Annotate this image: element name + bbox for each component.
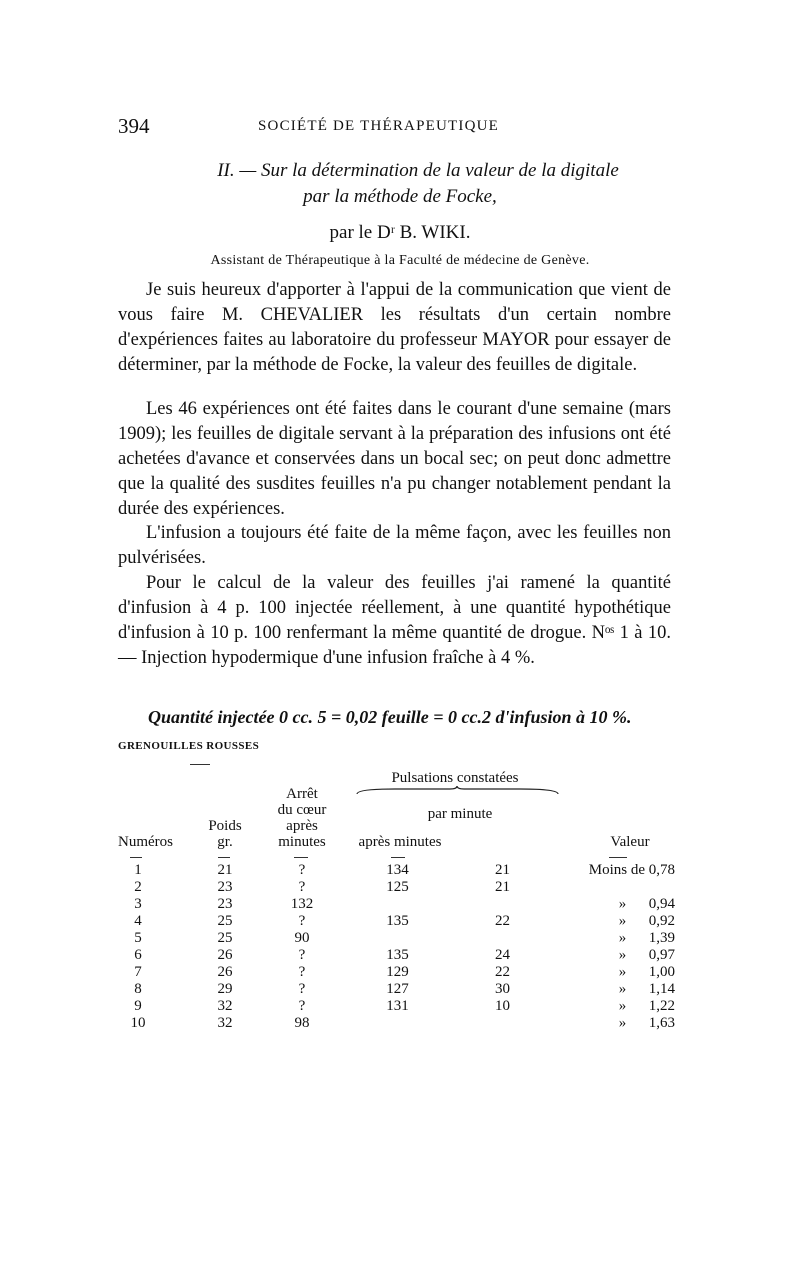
paragraph-2: Les 46 expériences ont été faites dans le courant d'une semaine (mars 1909); les feuilles de digitale servant à la préparation des infusions ont été achetées d'avance et conservées dans un bocal sec; on peut donc admettre que la qualité des susdites feuilles n'a pu changer notablement pendant la durée des expériences. xyxy=(118,399,671,519)
cell-valeur: » 1,14 xyxy=(618,981,675,997)
cell-numero: 9 xyxy=(134,998,142,1014)
cell-poids: 26 xyxy=(217,964,233,980)
cell-numero: 10 xyxy=(130,1015,146,1031)
cell-arret: ? xyxy=(298,998,306,1014)
cell-valeur: » 1,63 xyxy=(618,1015,675,1031)
cell-arret: 98 xyxy=(294,1015,310,1031)
dash-apres xyxy=(391,857,405,858)
header-arret-2: du cœur xyxy=(277,802,327,818)
cell-par-minute: 30 xyxy=(495,981,510,997)
cell-apres-minutes: 125 xyxy=(386,879,409,895)
paragraph-3: L'infusion a toujours été faite de la même façon, avec les feuilles non pulvérisées. xyxy=(118,523,671,568)
cell-par-minute: 22 xyxy=(495,913,510,929)
cell-poids: 32 xyxy=(217,998,233,1014)
cell-arret: ? xyxy=(298,947,306,963)
dash-valeur xyxy=(609,857,627,858)
header-poids: Poids xyxy=(208,818,242,834)
article-affiliation: Assistant de Thérapeutique à la Faculté de médecine de Genève. xyxy=(210,253,590,268)
cell-numero: 8 xyxy=(134,981,142,997)
cell-arret: 132 xyxy=(290,896,314,912)
cell-poids: 29 xyxy=(217,981,233,997)
section-rule xyxy=(190,764,210,765)
cell-valeur: » 1,39 xyxy=(618,930,675,946)
cell-poids: 23 xyxy=(217,879,233,895)
cell-numero: 6 xyxy=(134,947,142,963)
cell-valeur: » 1,00 xyxy=(618,964,675,980)
cell-arret: ? xyxy=(298,879,306,895)
cell-apres-minutes: 134 xyxy=(386,862,409,878)
cell-valeur: » 0,97 xyxy=(618,947,675,963)
cell-par-minute: 24 xyxy=(495,947,510,963)
header-arret-3: après xyxy=(286,818,318,834)
paragraph-4: Pour le calcul de la valeur des feuilles j'ai ramené la quantité d'infusion à 4 p. 100 injectée réellement, à une quantité hypothétique d'infusion à 10 p. 100 renfermant la même quantité de drogue. Nᵒˢ 1 à 10. — Injection hypodermique d'une infusion fraîche à 4 %. xyxy=(118,573,671,668)
dash-poids xyxy=(218,857,230,858)
cell-numero: 4 xyxy=(134,913,142,929)
cell-numero: 5 xyxy=(134,930,142,946)
cell-valeur: » 0,94 xyxy=(618,896,675,912)
cell-valeur: Moins de 0,78 xyxy=(588,862,675,878)
section-label: GRENOUILLES ROUSSES xyxy=(118,740,260,752)
header-par-minute: par minute xyxy=(427,806,493,822)
cell-arret: ? xyxy=(298,981,306,997)
page-number: 394 xyxy=(118,114,150,138)
cell-valeur: » 0,92 xyxy=(618,913,675,929)
cell-poids: 23 xyxy=(217,896,233,912)
dash-numeros xyxy=(130,857,142,858)
header-valeur: Valeur xyxy=(610,834,650,850)
cell-par-minute: 22 xyxy=(495,964,510,980)
cell-apres-minutes: 135 xyxy=(386,947,409,963)
article-title-line-2: par la méthode de Focke, xyxy=(303,186,497,207)
cell-poids: 32 xyxy=(217,1015,233,1031)
cell-valeur: » 1,22 xyxy=(618,998,675,1014)
header-arret-1: Arrêt xyxy=(286,786,318,802)
article-title-line-1: II. — Sur la détermination de la valeur de la digitale xyxy=(217,160,619,181)
cell-numero: 2 xyxy=(134,879,142,895)
header-pulsations: Pulsations constatées xyxy=(391,770,519,786)
cell-apres-minutes: 135 xyxy=(386,913,409,929)
quantity-line: Quantité injectée 0 cc. 5 = 0,02 feuille = 0 cc.2 d'infusion à 10 %. xyxy=(148,707,632,727)
paragraph-1: Je suis heureux d'apporter à l'appui de la communication que vient de vous faire M. CHEVALIER les résultats d'un certain nombre d'expériences faites au laboratoire du professeur MAYOR pour essayer de déterminer, par la méthode de Focke, la valeur des feuilles de digitale. xyxy=(118,280,671,375)
cell-poids: 25 xyxy=(217,930,233,946)
cell-apres-minutes: 129 xyxy=(386,964,409,980)
cell-poids: 21 xyxy=(217,862,233,878)
cell-arret: ? xyxy=(298,964,306,980)
cell-apres-minutes: 131 xyxy=(386,998,409,1014)
header-brace xyxy=(355,786,560,802)
cell-arret: ? xyxy=(298,913,306,929)
header-poids-unit: gr. xyxy=(217,834,233,850)
cell-numero: 1 xyxy=(134,862,142,878)
cell-par-minute: 10 xyxy=(495,998,510,1014)
cell-arret: ? xyxy=(298,862,306,878)
cell-numero: 7 xyxy=(134,964,142,980)
article-byline: par le Dʳ B. WIKI. xyxy=(329,222,471,243)
cell-numero: 3 xyxy=(134,896,142,912)
running-title: SOCIÉTÉ DE THÉRAPEUTIQUE xyxy=(258,118,500,134)
cell-arret: 90 xyxy=(294,930,310,946)
cell-apres-minutes: 127 xyxy=(386,981,409,997)
header-apres-minutes: après minutes xyxy=(358,834,442,850)
dash-arret xyxy=(294,857,308,858)
cell-par-minute: 21 xyxy=(495,862,510,878)
cell-poids: 25 xyxy=(217,913,233,929)
cell-par-minute: 21 xyxy=(495,879,510,895)
header-numeros: Numéros xyxy=(118,834,173,850)
cell-poids: 26 xyxy=(217,947,233,963)
header-arret-4: minutes xyxy=(278,834,326,850)
